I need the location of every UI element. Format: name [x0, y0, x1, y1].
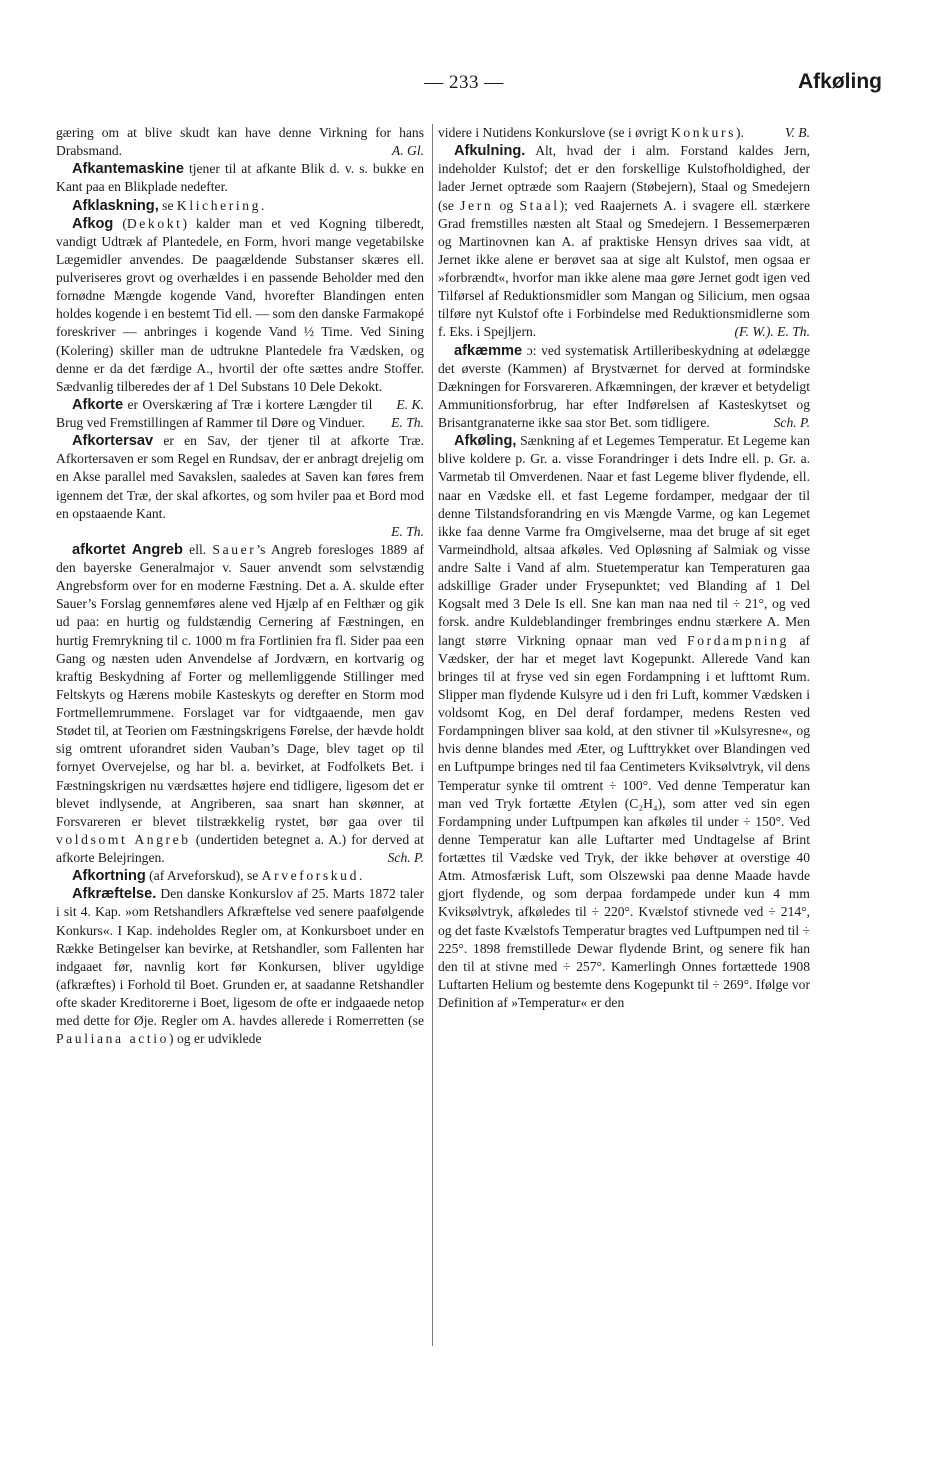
page-header [40, 68, 888, 100]
cross-reference: Staal [519, 197, 560, 213]
cross-reference: Arveforskud [261, 868, 359, 884]
entry-text: tjener til at afkante Blik d. v. s. bukke en Kant paa en Blikplade nedefter. [56, 161, 424, 195]
entry-headword: Afkortersav [72, 433, 154, 450]
entry-text: . [358, 868, 363, 884]
entry-headword: Afklaskning, [72, 197, 159, 214]
entry-signature: Sch. P. [773, 415, 810, 430]
entry-afkorte [56, 396, 424, 432]
cross-reference: voldsomt Angreb [56, 831, 191, 847]
entry-continuation [438, 124, 810, 142]
entry-signature: Sch. P. [387, 850, 424, 865]
entry-text: ) kalder man et ved Kogning tilberedt, vandigt Udtræk af Plantedele, en Form, hvori mange vegetabilske Lægemidler anvendes. De paagældende Substanser skæres ell. pulveriseres grovt og overhældes i en passende Beholder med den fornødne Mængde kogende Vand, hvorefter Blandingen enten holdes kogende i en bestemt Tid ell. — som den danske Farmakopé foreskriver — anbringes i kogende Vand ½ Time. Ved Sining (Kolering) skiller man de udtrukne Plantedele fra Vædsken, og denne er da det færdige A., hvortil der ofte sættes andre Stoffer. Sædvanlig tilberedes der af 1 Del Substans 10 Dele Dekokt. [56, 215, 424, 394]
entry-signature: V. B. [784, 125, 810, 140]
entry-signature: A. Gl. [391, 143, 424, 159]
entry-text: gæring om at blive skudt kan have denne Virkning for hans Drabsmand. [56, 125, 424, 159]
entry-text: Den danske Konkurslov af 25. Marts 1872 taler i sit 4. Kap. »om Retshandlers Afkræftelse ved senere paafølgende Konkurs«. I Kap. indeholdes Regler om, at Konkursboet under en Række Betingelser kan bevirke, at Retshandler, som Fallenten har indgaaet før, navnlig kort før Konkursen, bliver ugyldige (afkræftes) i Forhold til Boet. Grunden er, at saadanne Retshandler ofte skader Kreditorerne i Boet, ligesom de ofte er indgaaede netop med dette for Øje. Regler om A. havdes allerede i Romerretten (se [56, 886, 424, 1029]
entry-headword: afkæmme [454, 342, 523, 359]
entry-afkantemaskine [56, 160, 424, 196]
entry-text: ’s Angreb foresloges 1889 af den bayerske Generalmajor v. Sauer anvendt som selvstændig Angrebsform over for en moderne Fæstning. Det a. A. skulde efter Sauer’s Forslag gennemføres alene ved Hjælp af en Felthær og gik ud paa: en hurtig og fuldstændig Cernering af Fæstningen, en hurtig Fremrykning til c. 1000 m fra Fortlinien fra fl. Sider paa een Gang og næsten uden Anvendelse af Jordværn, en kortvarig og kraftig Beskydning af Forter og mellemliggende Stillinger med Feltskyts og Hærens mobile Kasteskyts og derefter en Storm mod Fortmellemrummene. Forslaget var for vidtgaaende, men gav Stødet til, at Teorien om Fæstningskrigens Førelse, der hævde holdt sig omtrent uforandret siden Vauban’s Dage, blev taget op til fornyet Overvejelse, og har bl. a. bevirket, at Fodfolkets Bet. i Fæstningskrigen nu værdsættes højere end tidligere, ligesom det er blevet indlysende, at Angriberen, saa snart han skønner, at Forsvareren er blevet tilstrækkelig rystet, bør gaa over til [56, 541, 424, 829]
entry-continuation [56, 124, 424, 160]
entry-headword: afkortet Angreb [72, 541, 183, 558]
entry-headword: Afkorte [72, 396, 124, 413]
entry-signature: E. K. [396, 396, 424, 412]
entry-signature: (F. W.). E. Th. [734, 324, 810, 340]
entry-text: ); ved Raajernets A. i svagere ell. stærkere Grad fremstilles næsten alt Staal og Smedejern. I Bessemerpæren og Martinovnen kan A. af praktiske Hensyn drives saa vidt, at Jernet ikke alene er berøvet saa at sige alt Kulstof, men ogsaa er »forbrændt«, hvorfor man ikke alene maa gøre Jernet godt igen ved Tilførsel af Reduktionsmidler som Mangan og Silicium, men ogsaa tilføre nyt Kulstof ofte i Forbindelse med Reduktionsmidlerne som f. Eks. i Spejljern. [438, 197, 810, 340]
column-divider [432, 124, 433, 1346]
entry-afkoling [438, 432, 810, 1012]
entry-afkaemme [438, 342, 810, 433]
entry-text: videre i Nutidens Konkurslove (se i øvrigt [438, 125, 671, 140]
entry-text: ( [113, 215, 127, 231]
entry-headword: Afkortning [72, 868, 146, 885]
entry-afkulning [438, 142, 810, 341]
entry-headword: Afkulning. [454, 143, 526, 160]
entry-text: (af Arveforskud), se [145, 868, 262, 884]
entry-text: (undertiden betegnet a. A.) for derved at afkorte Belejringen. [56, 831, 424, 865]
entry-afkortet-angreb [56, 541, 424, 867]
cross-reference: Sauer [212, 541, 257, 557]
entry-afkortersav [56, 432, 424, 523]
cross-reference: Dekokt [126, 215, 183, 231]
entry-afklaskning [56, 197, 424, 215]
left-column [56, 124, 424, 1048]
entry-text: ɔ: ved systematisk Artilleribeskydning at ødelægge det øverste (Kammen) af Brystværnet for derved at formindske Dækningen for Forsvareren. Afkæmningen, der kræver et betydeligt Ammunitionsforbrug, har efter Indførelsen af Kasteskytset og Brisantgranaterne ikke saa stor Bet. som tidligere. [438, 342, 810, 430]
entry-headword: Afkræftelse. [72, 886, 157, 903]
cross-reference: Fordampning [687, 632, 789, 648]
entry-headword: Afkog [72, 215, 114, 232]
running-head: Afkøling [798, 70, 882, 93]
entry-text: . [261, 197, 265, 213]
entry-text: af Vædsker, der har et meget lavt Kogepunkt. Allerede Vand kan bringes til at fryse ved sin egen Fordampning i et lufttomt Rum. Slipper man flydende Kulsyre ud i den fri Luft, kommer Vædsken i voldsomt Kog, en Del deraf fordamper, medens Resten ved Fordampningen bliver saa kold, at den stivner til »Kulsyresne«, og hvis denne blandes med Æter, og Lufttrykket over Blandingen ved en Luftpumpe bringes ned til faa Centimeters Kviksølvtryk, vil dens Temperatur synke til omtrent ÷ 100°. Ved denne Temperatur kan man ved Tryk fortætte Ætylen (C₂H₄), som atter ved sin egen Fordampning under Luftpumpen kan afkøles til under ÷ 150°. Ved denne Temperatur kan alle Luftarter med Undtagelse af Brint fortættes til Vædske ved Tryk, der ikke behøver at overstige 40 Atm. Atmosfærisk Luft, som Olszewski paa denne Maade havde gjort flydende, og som derpaa fordampede under kun 4 mm Kviksølvtryk, afkøledes til ÷ 220°. Kvælstof stivnede ved ÷ 214°, og det faste Kvælstofs Temperatur bragtes ved Luftpumpen ned til ÷ 225°. 1898 fremstillede Dewar flydende Brint, og senere fik han den til at stivne med ÷ 257°. Kamerlingh Onnes fortættede 1908 Luftarten Helium og bestemte dens Kogepunkt til ÷ 269°. Ifølge vor Definition af »Temperatur« er den [438, 632, 810, 1010]
cross-reference: Jern [460, 197, 494, 213]
cross-reference: Konkurs [670, 125, 736, 140]
entry-text: ). [735, 125, 744, 140]
cross-reference: Klichering [176, 197, 262, 213]
right-column [438, 124, 810, 1012]
entry-text: se [158, 197, 177, 213]
entry-text: Alt, hvad der i alm. Forstand kaldes Jern, indeholder Kulstof; det er den forskellige Kulstofholdighed, der lader Jernet optræde som Raajern (Støbejern), Staal og Smedejern (se [438, 143, 810, 213]
entry-afkortning [56, 867, 424, 885]
cross-reference: Pauliana actio [56, 1031, 170, 1047]
entry-text: og [493, 197, 520, 213]
entry-text: ) og er udviklede [169, 1031, 262, 1047]
entry-afkraeftelse [56, 885, 424, 1048]
entry-signature: E. Th. [391, 523, 424, 539]
page-number: — 233 — [424, 72, 504, 93]
entry-text: er Overskæring af Træ i kortere Længder til Brug ved Fremstillingen af Rammer til Døre og Vinduer. [56, 396, 373, 430]
entry-headword: Afkøling, [454, 433, 517, 450]
entry-text: er en Sav, der tjener til at afkorte Træ. Afkortersaven er som Regel en Rundsav, der er anbragt drejelig om en Akse parallel med Savakslen, saaledes at Saven kan føres frem igennem det Træ, der skal afkortes, og som hviler paa et Bord mod en opstaaende Kant. [56, 433, 424, 521]
entry-signature: E. Th. [391, 415, 424, 430]
entry-text: Sænkning af et Legemes Temperatur. Et Legeme kan blive koldere p. Gr. a. visse Forandringer i dets Indre ell. p. Gr. a. Varmetab til Omverdenen. Naar et fast Legeme bliver flydende, ell. naar en Vædske ell. et fast Legeme fordamper, medgaar der til denne Tilstandsforandring en vis Mængde Varme, og kan Legemet ikke faa denne Varme fra Omgivelserne, maa det bruge af sit eget Varmeindhold, altsaa afkøles. Ved Opløsning af Salmiak og visse andre Salte i Vand af alm. Stuetemperatur kan Temperaturen gaa adskillige Grader under Frysepunktet; ved Blanding af 1 Del Kogsalt med 3 Dele Is ell. Sne kan man naa ned til ÷ 21°, og ved forsk. andre Kuldeblandinger frembringes endnu stærkere A. Men langt større Virkning opnaar man ved [438, 433, 810, 648]
entry-headword: Afkantemaskine [72, 161, 184, 178]
entry-text: ell. [182, 541, 213, 557]
